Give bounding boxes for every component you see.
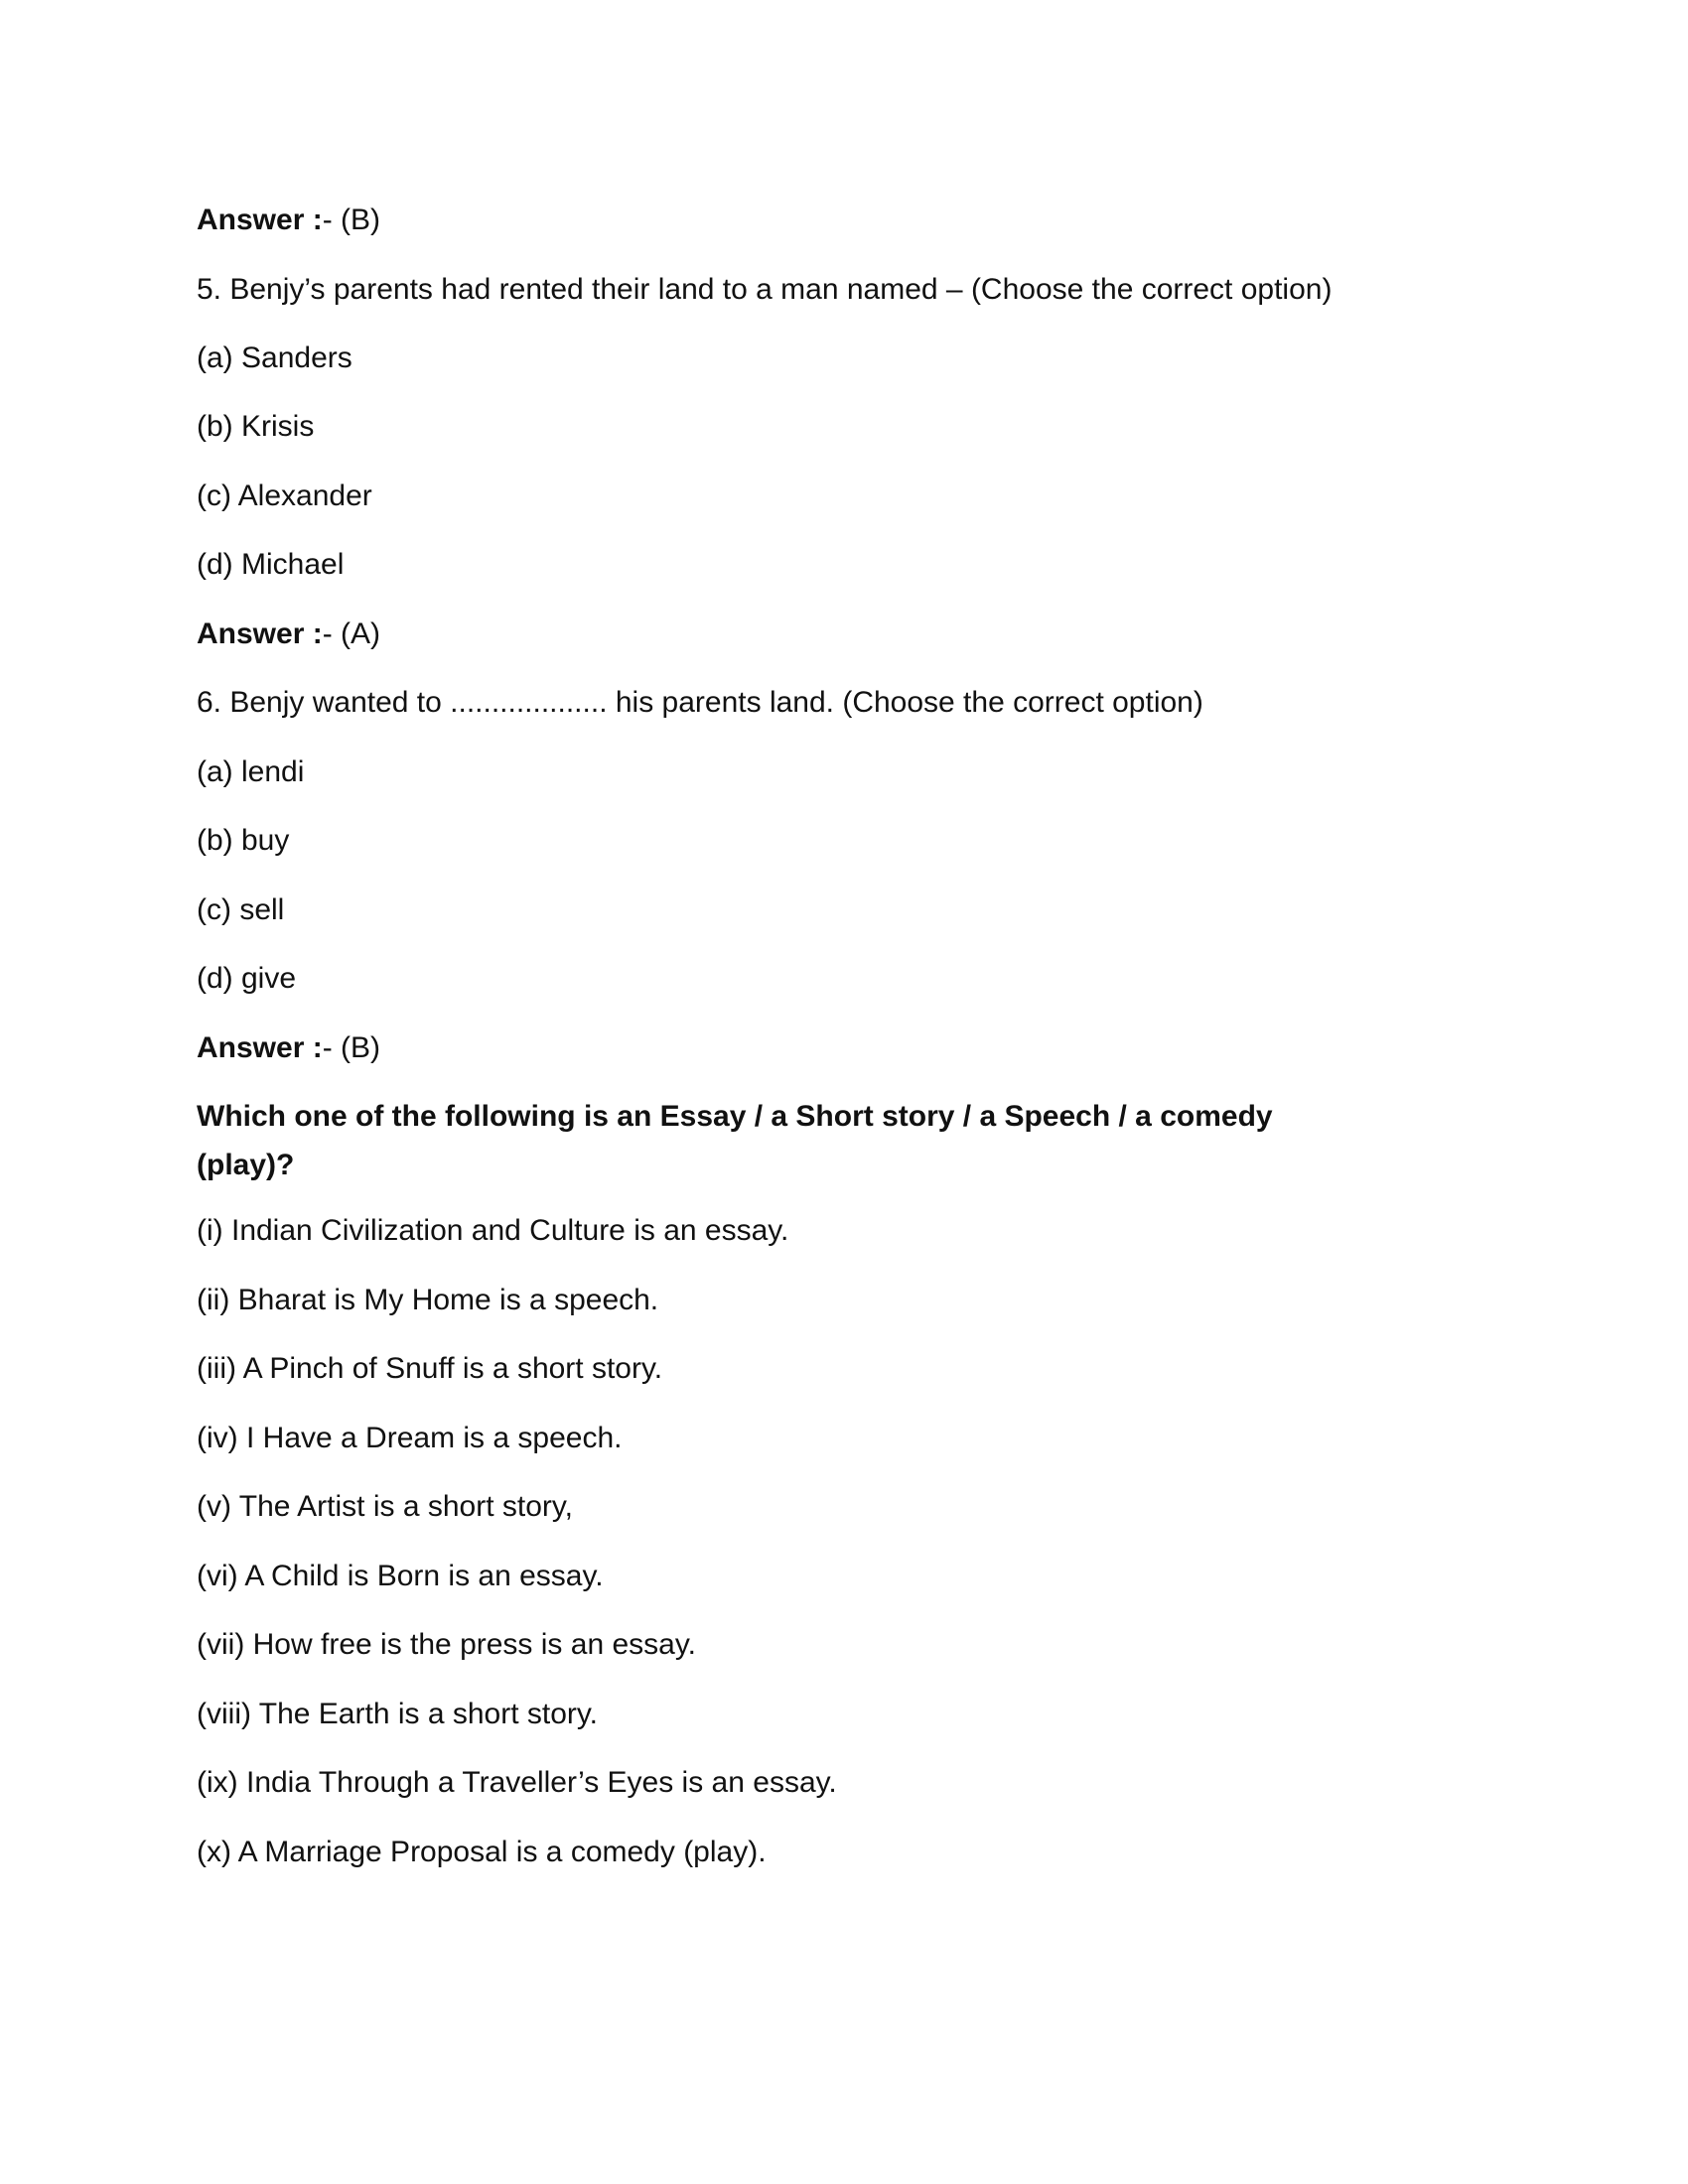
list-item: (vi) A Child is Born is an essay. [197, 1560, 604, 1592]
option-c: (c) sell [197, 893, 285, 926]
answer-label: Answer : [197, 204, 323, 236]
option-c: (c) Alexander [197, 479, 372, 512]
answer-value: - (B) [322, 1031, 381, 1064]
answer-label: Answer : [197, 1031, 323, 1064]
section-heading-line2: (play)? [197, 1149, 295, 1181]
answer-value: - (A) [322, 617, 381, 650]
option-a: (a) lendi [197, 755, 305, 788]
answer-label: Answer : [197, 617, 323, 650]
option-d: (d) Michael [197, 548, 345, 581]
option-b: (b) Krisis [197, 410, 315, 443]
option-b: (b) buy [197, 824, 290, 857]
list-item: (ix) India Through a Traveller’s Eyes is an essay. [197, 1766, 837, 1799]
list-item: (ii) Bharat is My Home is a speech. [197, 1284, 659, 1316]
question-6: 6. Benjy wanted to ................... his parents land. (Choose the correct option) [197, 686, 1203, 719]
option-d: (d) give [197, 962, 297, 995]
list-item: (viii) The Earth is a short story. [197, 1698, 599, 1730]
answer-value: - (B) [322, 204, 381, 236]
list-item: (i) Indian Civilization and Culture is an essay. [197, 1214, 789, 1247]
list-item: (x) A Marriage Proposal is a comedy (play). [197, 1836, 767, 1868]
section-heading-line1: Which one of the following is an Essay / a Short story / a Speech / a comedy [197, 1100, 1273, 1133]
list-item: (iii) A Pinch of Snuff is a short story. [197, 1352, 663, 1385]
list-item: (vii) How free is the press is an essay. [197, 1628, 696, 1661]
answer-line [197, 615, 380, 653]
list-item: (iv) I Have a Dream is a speech. [197, 1422, 623, 1454]
answer-line [197, 1029, 380, 1067]
answer-line [197, 202, 380, 239]
question-5: 5. Benjy’s parents had rented their land to a man named – (Choose the correct option) [197, 273, 1333, 306]
option-a: (a) Sanders [197, 341, 352, 374]
list-item: (v) The Artist is a short story, [197, 1490, 573, 1523]
